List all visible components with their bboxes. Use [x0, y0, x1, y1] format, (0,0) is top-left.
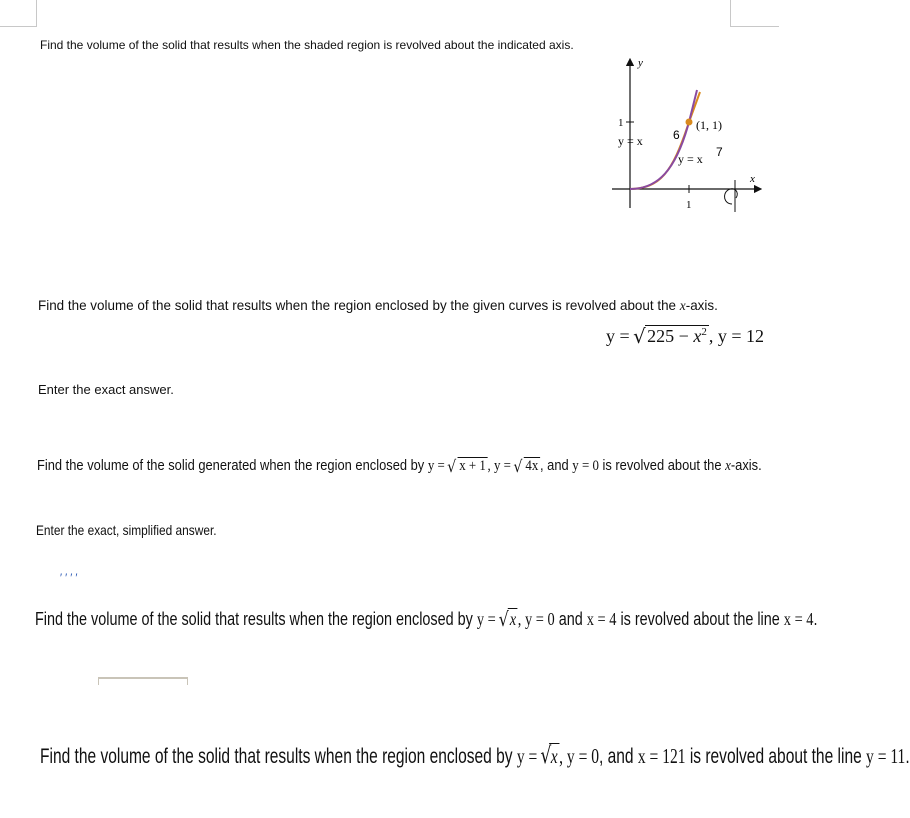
problem-3-y3: y = 0 [572, 458, 599, 474]
problem-2-axis-var: x [679, 299, 686, 314]
problem-3-radicand-1: x + 1 [459, 458, 486, 474]
y-tick-label: 1 [618, 117, 624, 129]
problem-5-y1: y = [516, 744, 542, 768]
sqrt-icon [448, 458, 488, 475]
curve-upper-exponent: 6 [673, 128, 680, 142]
problem-3-sep1: , y = [487, 458, 515, 474]
problem-4-line: x = 4 [783, 609, 814, 629]
problem-5-radicand: x [550, 744, 558, 768]
problem-1-figure [598, 52, 768, 222]
problem-4-y1: y = [476, 609, 500, 629]
curve-upper-label: y = x [618, 134, 643, 148]
problem-3-sep2: , and [539, 457, 573, 474]
sqrt-icon [514, 458, 540, 475]
sqrt-icon [634, 326, 709, 347]
x-tick-label: 1 [686, 199, 692, 211]
intersection-point [686, 119, 693, 126]
problem-3-prompt-b: is revolved about the [598, 457, 726, 474]
problem-1-prompt: Find the volume of the solid that results when the shaded region is revolved about the indicated axis. [40, 38, 574, 52]
curve-lower-label: y = x [678, 152, 703, 166]
point-label: (1, 1) [696, 118, 722, 132]
problem-3-radicand-2: 4x [525, 458, 539, 474]
problem-3-prompt-a: Find the volume of the solid generated when the region enclosed by [37, 457, 428, 474]
problem-2-prompt [38, 297, 718, 315]
problem-3-y1: y = [427, 458, 449, 474]
problem-2-eq-left: y = [606, 326, 635, 346]
problem-5-x-eq: x = 121 [637, 744, 686, 768]
problem-4-prompt-c: is revolved about the line [616, 609, 784, 629]
problem-2-prompt-a: Find the volume of the solid that results when the region enclosed by the given curves is revolved about the [38, 297, 680, 313]
problem-3-axis-var: x [725, 458, 731, 474]
problem-5-prompt-a: Find the volume of the solid that results when the region enclosed by [40, 745, 517, 768]
problem-5-sep: , y = 0 [559, 744, 600, 768]
problem-4-prompt-a: Find the volume of the solid that results when the region enclosed by [35, 609, 477, 629]
page-corner-top-right [730, 0, 779, 27]
problem-4-x-eq: x = 4 [586, 609, 617, 629]
problem-5-prompt-b: , and [599, 745, 638, 768]
sqrt-icon [541, 744, 559, 769]
x-axis-label: x [750, 173, 755, 185]
problem-3-prompt-c: -axis. [730, 457, 762, 474]
problem-2-note: Enter the exact answer. [38, 382, 174, 397]
problem-4-end: . [813, 609, 818, 629]
problem-5-prompt [40, 744, 910, 769]
problem-5-end: . [905, 745, 910, 768]
stray-marks: ′ ′ ′ ′ [60, 572, 78, 584]
problem-5-line: y = 11 [866, 744, 906, 768]
problem-4-prompt [35, 609, 818, 630]
problem-4-sep: , y = 0 [517, 609, 555, 629]
problem-5-prompt-c: is revolved about the line [685, 745, 867, 768]
answer-box-edge[interactable] [98, 677, 188, 685]
problem-3-prompt [37, 457, 762, 475]
problem-4-prompt-b: and [554, 609, 587, 629]
problem-4-radicand: x [509, 609, 517, 629]
problem-2-radicand-var: x [693, 326, 702, 346]
curve-lower-exponent: 7 [716, 145, 723, 159]
page-corner-top-left [0, 0, 37, 27]
problem-2-eq-right: , y = 12 [708, 326, 764, 346]
problem-2-equation [606, 326, 764, 347]
problem-2-radicand-exp: 2 [701, 326, 707, 338]
sqrt-icon [499, 609, 517, 630]
problem-3-note: Enter the exact, simplified answer. [36, 522, 217, 538]
problem-2-prompt-b: -axis. [685, 297, 718, 313]
y-axis-label: y [638, 57, 643, 69]
problem-2-radicand: 225 − [647, 326, 694, 346]
